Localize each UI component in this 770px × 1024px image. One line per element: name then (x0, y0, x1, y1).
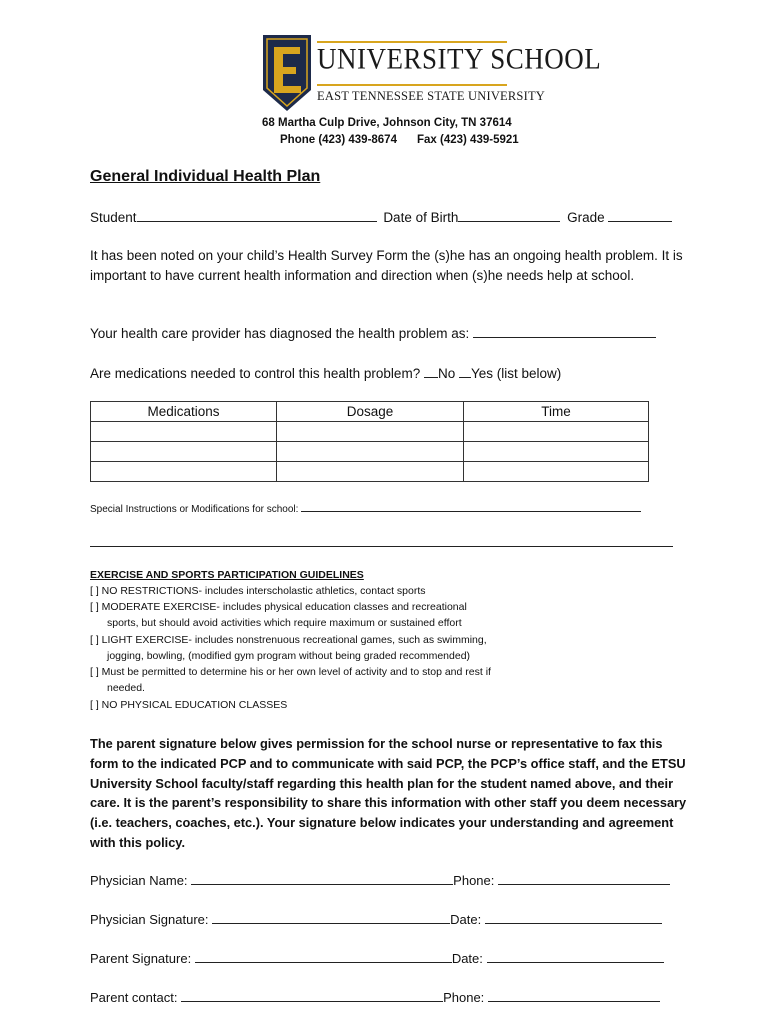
student-label: Student (90, 210, 137, 225)
parent-phone-field[interactable] (488, 989, 660, 1002)
physician-date-label: Date: (450, 912, 482, 927)
guideline-self-determine-cont: needed. (107, 682, 145, 694)
diagnosis-label: Your health care provider has diagnosed the health problem as: (90, 326, 470, 341)
medication-question: Are medications needed to control this health problem? (90, 366, 421, 381)
physician-signature-field[interactable] (212, 911, 450, 924)
dosage-header: Dosage (277, 402, 464, 422)
physician-phone-field[interactable] (498, 872, 670, 885)
physician-date-field[interactable] (485, 911, 662, 924)
guideline-light: [ ] LIGHT EXERCISE- includes nonstrenuous recreational games, such as swimming, (90, 634, 487, 646)
parent-signature-field[interactable] (195, 950, 452, 963)
medications-header: Medications (91, 402, 277, 422)
time-header: Time (464, 402, 649, 422)
table-cell[interactable] (91, 462, 277, 482)
diagnosis-row (90, 325, 656, 341)
no-option: No (437, 366, 456, 381)
grade-label: Grade (567, 210, 605, 225)
etsu-shield-icon (262, 34, 312, 112)
special-instructions-field[interactable] (301, 502, 641, 512)
parent-date-field[interactable] (487, 950, 664, 963)
no-checkbox-line[interactable] (424, 365, 438, 378)
table-cell[interactable] (464, 462, 649, 482)
physician-phone-label: Phone: (453, 873, 495, 888)
parent-contact-row (90, 989, 660, 1005)
student-field[interactable] (137, 209, 377, 222)
guideline-light-cont: jogging, bowling, (modified gym program without being graded recommended) (107, 650, 471, 662)
physician-name-field[interactable] (191, 872, 453, 885)
dob-label: Date of Birth (383, 210, 459, 225)
yes-option: Yes (list below) (471, 366, 562, 381)
physician-signature-row (90, 911, 662, 927)
medication-question-row (90, 365, 561, 381)
yes-checkbox-line[interactable] (459, 365, 471, 378)
table-cell[interactable] (277, 442, 464, 462)
guideline-moderate: [ ] MODERATE EXERCISE- includes physical education classes and recreational (90, 601, 467, 613)
physician-signature-label: Physician Signature: (90, 912, 209, 927)
table-cell[interactable] (91, 442, 277, 462)
university-name: UNIVERSITY SCHOOL (317, 42, 602, 76)
table-cell[interactable] (464, 442, 649, 462)
school-phone: Phone (423) 439-8674 (280, 134, 397, 146)
special-instructions-row (90, 502, 641, 515)
table-row (91, 442, 649, 462)
parent-date-label: Date: (451, 951, 483, 966)
guideline-moderate-cont: sports, but should avoid activities which require maximum or sustained effort (107, 617, 462, 629)
logo-mid-rule (317, 84, 507, 86)
student-row (90, 209, 672, 225)
university-subtitle: EAST TENNESSEE STATE UNIVERSITY (317, 89, 546, 103)
table-row (91, 462, 649, 482)
parent-contact-field[interactable] (181, 989, 443, 1002)
table-row (91, 422, 649, 442)
table-cell[interactable] (277, 462, 464, 482)
table-cell[interactable] (464, 422, 649, 442)
table-header-row (91, 402, 649, 422)
dob-field[interactable] (458, 209, 560, 222)
permission-paragraph: The parent signature below gives permission for the school nurse or representative to fax this form to the indicated PCP and to communicate with said PCP, the PCP’s office staff, and the ETSU University School faculty/staff regarding this health plan for the student named above, and their care. It is the parent’s responsibility to share this information with other staff you deem necessary (i.e. teachers, coaches, etc.). Your signature below indicates your understanding and agreement with this policy. (90, 736, 687, 850)
parent-signature-row (90, 950, 664, 966)
school-fax: Fax (423) 439-5921 (417, 134, 519, 146)
parent-contact-label: Parent contact: (90, 990, 178, 1005)
guideline-no-restrictions: [ ] NO RESTRICTIONS- includes interscholastic athletics, contact sports (90, 585, 426, 597)
table-cell[interactable] (91, 422, 277, 442)
special-instructions-line-2[interactable] (90, 546, 673, 547)
guideline-self-determine: [ ] Must be permitted to determine his or her own level of activity and to stop and rest if (90, 666, 491, 678)
guidelines-title: EXERCISE AND SPORTS PARTICIPATION GUIDELINES (90, 569, 364, 581)
form-title: General Individual Health Plan (90, 168, 321, 185)
guideline-no-pe: [ ] NO PHYSICAL EDUCATION CLASSES (90, 699, 288, 711)
special-instructions-label: Special Instructions or Modifications for school: (90, 504, 299, 515)
medication-table (90, 401, 649, 482)
grade-field[interactable] (608, 209, 672, 222)
intro-paragraph: It has been noted on your child’s Health Survey Form the (s)he has an ongoing health problem. It is important to have current health information and direction when (s)he needs help at school. (90, 248, 683, 283)
diagnosis-field[interactable] (473, 325, 656, 338)
school-address: 68 Martha Culp Drive, Johnson City, TN 37614 (262, 117, 512, 129)
physician-name-label: Physician Name: (90, 873, 188, 888)
parent-signature-label: Parent Signature: (90, 951, 192, 966)
physician-name-row (90, 872, 670, 888)
table-cell[interactable] (277, 422, 464, 442)
parent-phone-label: Phone: (443, 990, 485, 1005)
